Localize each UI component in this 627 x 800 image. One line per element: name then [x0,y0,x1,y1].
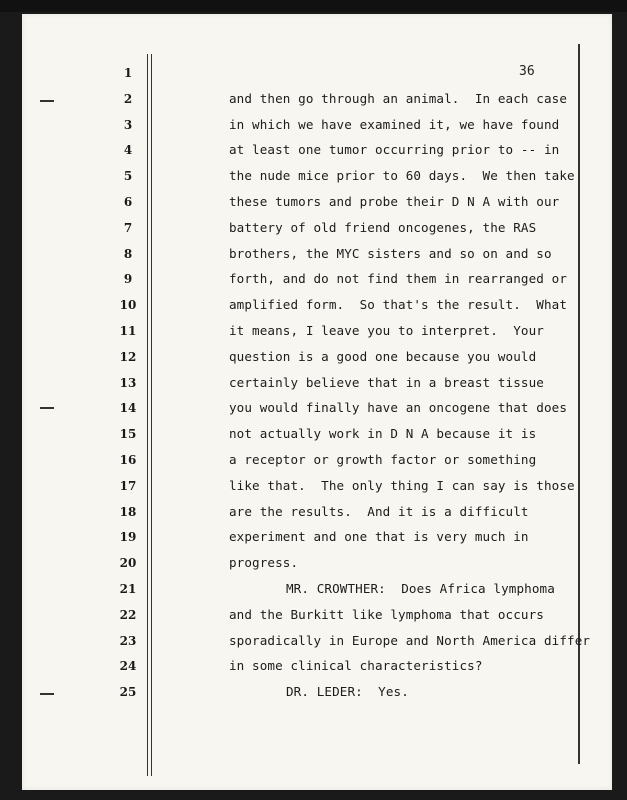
line-number: 21 [119,582,137,596]
line-number: 18 [119,504,137,519]
transcript-line: not actually work in D N A because it is [229,426,537,442]
line-number: 13 [119,375,137,390]
line-number: 14 [119,401,137,416]
line-number: 22 [119,607,137,622]
transcript-line: a receptor or growth factor or something [229,452,537,467]
line-number: 7 [123,220,133,235]
transcript-page [22,14,612,790]
transcript-line: the nude mice prior to 60 days. We then take [229,168,575,184]
line-number: 20 [119,556,137,571]
transcript-line: in some clinical characteristics? [229,658,483,674]
transcript-line: it means, I leave you to interpret. Your [229,323,544,338]
line-number: 3 [123,117,133,132]
line-number: 16 [119,453,137,467]
line-number: 17 [119,478,137,493]
transcript-line: certainly believe that in a breast tissue [229,374,544,390]
line-number: 23 [119,633,137,648]
transcript-line: these tumors and probe their D N A with our [229,194,560,209]
page-number: 36 [519,64,535,79]
line-number: 1 [123,66,133,80]
left-margin-rule [147,54,148,776]
transcript-line: and then go through an animal. In each case [229,90,568,106]
line-number: 6 [123,195,133,209]
transcript-line: MR. CROWTHER: Does Africa lymphoma [286,581,555,596]
line-number: 12 [119,349,137,364]
transcript-line: brothers, the MYC sisters and so on and so [229,245,552,261]
transcript-line: experiment and one that is very much in [229,529,529,545]
punch-mark [40,407,54,409]
right-margin-rule [578,44,580,764]
line-number: 8 [123,246,133,261]
transcript-line: progress. [229,555,299,571]
transcript-line: at least one tumor occurring prior to -- in [229,142,560,158]
transcript-line: sporadically in Europe and North America differ [229,632,591,648]
punch-mark [40,693,54,695]
transcript-line: battery of old friend oncogenes, the RAS [229,219,537,235]
scan-border-top [0,0,627,12]
transcript-line: and the Burkitt like lymphoma that occurs [229,606,544,622]
left-margin-rule-inner [151,54,152,776]
transcript-line: DR. LEDER: Yes. [286,684,409,700]
transcript-line: in which we have examined it, we have found [229,116,560,132]
transcript-line: amplified form. So that's the result. What [229,297,568,313]
line-number: 5 [123,169,133,184]
transcript-line: like that. The only thing I can say is those [229,477,575,493]
transcript-line: question is a good one because you would [229,348,537,364]
line-number: 9 [123,272,133,287]
transcript-line: are the results. And it is a difficult [229,503,529,519]
line-number: 10 [119,298,137,313]
line-number: 11 [119,324,137,338]
line-number: 15 [119,427,137,442]
transcript-line: forth, and do not find them in rearranged or [229,271,568,287]
line-number: 4 [123,143,133,158]
line-number: 2 [123,91,133,106]
transcript-line: you would finally have an oncogene that does [229,400,568,416]
line-number: 25 [119,685,137,700]
line-number: 24 [119,659,137,674]
punch-mark [40,100,54,102]
line-number: 19 [119,530,137,545]
